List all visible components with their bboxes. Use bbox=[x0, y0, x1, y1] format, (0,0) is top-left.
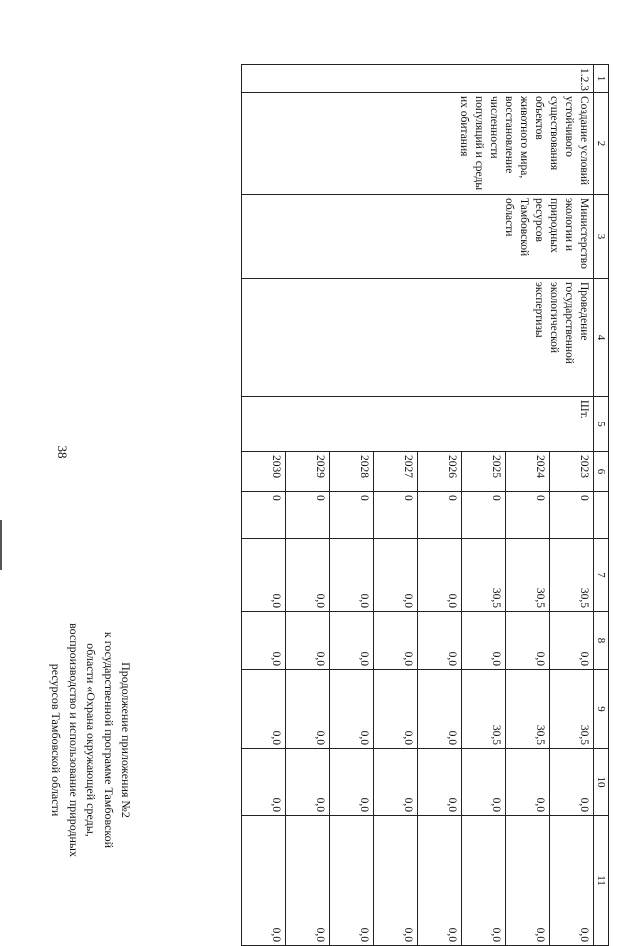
value-cell: 0,0 bbox=[373, 612, 417, 670]
value-cell: 0 bbox=[285, 492, 329, 539]
value-cell: 0,0 bbox=[373, 816, 417, 946]
header-cell: 7 bbox=[593, 539, 608, 612]
value-cell: 0,0 bbox=[285, 612, 329, 670]
year-cell: 2024 bbox=[505, 452, 549, 492]
value-cell: 0 bbox=[241, 492, 285, 539]
value-cell: 0,0 bbox=[285, 816, 329, 946]
year-cell: 2026 bbox=[417, 452, 461, 492]
value-cell: 0,0 bbox=[329, 539, 373, 612]
value-cell: 0,0 bbox=[241, 670, 285, 749]
value-cell: 0,0 bbox=[461, 816, 505, 946]
value-cell: 0,0 bbox=[549, 749, 593, 816]
header-cell: 3 bbox=[593, 195, 608, 279]
value-cell: 0 bbox=[417, 492, 461, 539]
appendix-line: области «Охрана окружающей среды, bbox=[84, 643, 99, 837]
value-cell: 0,0 bbox=[549, 612, 593, 670]
value-cell: 0 bbox=[505, 492, 549, 539]
page-number: 38 bbox=[55, 445, 70, 459]
header-cell: 6 bbox=[593, 452, 608, 492]
header-cell: 1 bbox=[593, 65, 608, 93]
table-body bbox=[241, 65, 608, 946]
header-cell: 5 bbox=[593, 397, 608, 452]
header-cell: 8 bbox=[593, 612, 608, 670]
year-cell: 2027 bbox=[373, 452, 417, 492]
header-cell bbox=[593, 492, 608, 539]
year-cell: 2025 bbox=[461, 452, 505, 492]
value-cell: 0,0 bbox=[505, 612, 549, 670]
unit: Шт. bbox=[241, 397, 593, 452]
value-cell: 30,5 bbox=[461, 539, 505, 612]
value-cell: 0 bbox=[549, 492, 593, 539]
value-cell: 0,0 bbox=[417, 612, 461, 670]
program-table bbox=[241, 64, 609, 946]
year-cell: 2023 bbox=[549, 452, 593, 492]
value-cell: 0,0 bbox=[329, 816, 373, 946]
value-cell: 30,5 bbox=[549, 539, 593, 612]
value-cell: 0,0 bbox=[241, 749, 285, 816]
year-cell: 2029 bbox=[285, 452, 329, 492]
year-cell: 2030 bbox=[241, 452, 285, 492]
value-cell: 0,0 bbox=[417, 539, 461, 612]
value-cell: 0,0 bbox=[285, 749, 329, 816]
item-name: Создание условий устойчивого существования объектов животного мира, восстановление численности популяций и среды их обитания bbox=[241, 93, 593, 195]
value-cell: 0 bbox=[329, 492, 373, 539]
header-cell: 9 bbox=[593, 670, 608, 749]
value-cell: 0,0 bbox=[241, 816, 285, 946]
header-cell: 4 bbox=[593, 279, 608, 397]
value-cell: 30,5 bbox=[549, 670, 593, 749]
value-cell: 0,0 bbox=[285, 539, 329, 612]
value-cell: 0,0 bbox=[417, 670, 461, 749]
appendix-line: к государственной программе Тамбовской bbox=[101, 631, 116, 849]
value-cell: 0,0 bbox=[549, 816, 593, 946]
value-cell: 30,5 bbox=[505, 670, 549, 749]
table-row bbox=[549, 65, 593, 946]
appendix-caption bbox=[47, 610, 134, 870]
value-cell: 0,0 bbox=[241, 612, 285, 670]
executor: Министерство экологии и природных ресурсов Тамбовской области bbox=[241, 195, 593, 279]
value-cell: 0,0 bbox=[505, 816, 549, 946]
header-cell: 10 bbox=[593, 749, 608, 816]
value-cell: 30,5 bbox=[505, 539, 549, 612]
appendix-line: ресурсов Тамбовской области bbox=[49, 663, 64, 817]
value-cell: 0,0 bbox=[373, 539, 417, 612]
value-cell: 0,0 bbox=[329, 749, 373, 816]
header-cell: 11 bbox=[593, 816, 608, 946]
appendix-line: воспроизводство и использование природных bbox=[66, 623, 81, 857]
value-cell: 0,0 bbox=[329, 670, 373, 749]
value-cell: 0,0 bbox=[241, 539, 285, 612]
header-row bbox=[593, 65, 608, 946]
value-cell: 0,0 bbox=[417, 816, 461, 946]
value-cell: 0,0 bbox=[461, 612, 505, 670]
measure-name: Проведение государственной экологической экспертизы bbox=[241, 279, 593, 397]
value-cell: 0,0 bbox=[329, 612, 373, 670]
value-cell: 0,0 bbox=[285, 670, 329, 749]
value-cell: 0 bbox=[461, 492, 505, 539]
value-cell: 0,0 bbox=[373, 670, 417, 749]
value-cell: 0,0 bbox=[373, 749, 417, 816]
value-cell: 0,0 bbox=[505, 749, 549, 816]
header-cell: 2 bbox=[593, 93, 608, 195]
value-cell: 0,0 bbox=[461, 749, 505, 816]
value-cell: 30,5 bbox=[461, 670, 505, 749]
appendix-line: Продолжение приложения №2 bbox=[119, 662, 133, 818]
value-cell: 0,0 bbox=[417, 749, 461, 816]
item-number: 1.2.3. bbox=[241, 65, 593, 93]
value-cell: 0 bbox=[373, 492, 417, 539]
year-cell: 2028 bbox=[329, 452, 373, 492]
